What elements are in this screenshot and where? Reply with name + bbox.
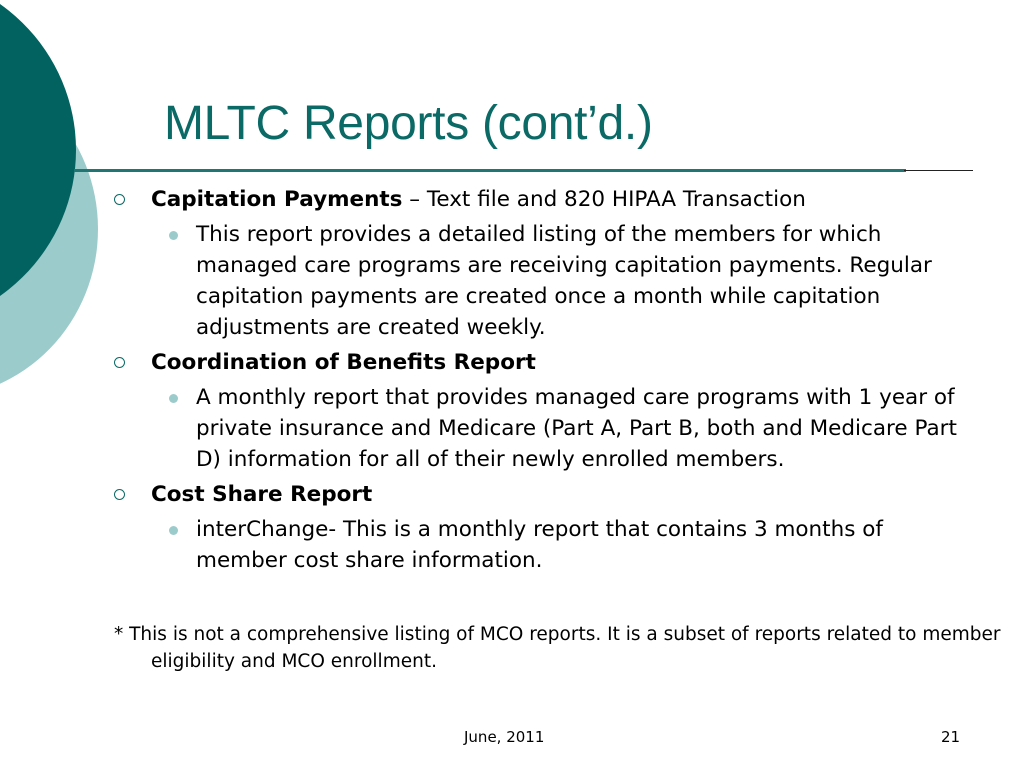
slide-title: MLTC Reports (cont’d.) <box>164 97 653 150</box>
sub-bullet <box>110 219 980 343</box>
filled-dot-bullet-icon <box>169 231 178 240</box>
sub-bullet <box>110 382 980 475</box>
filled-dot-bullet-icon <box>169 526 178 535</box>
sub-bullet-text: This report provides a detailed listing of the members for which managed care programs are receiving capitation payments. Regular capitation payments are created once a month while capitation adjustments are created weekly. <box>196 222 932 340</box>
hollow-circle-bullet-icon <box>114 194 125 205</box>
bullet-heading-rest: – Text file and 820 HIPAA Transaction <box>402 187 806 212</box>
hollow-circle-bullet-icon <box>114 357 125 368</box>
slide-number: 21 <box>941 728 961 746</box>
bullet-coordination-of-benefits <box>110 347 980 378</box>
hollow-circle-bullet-icon <box>114 489 125 500</box>
footer-date: June, 2011 <box>464 728 545 746</box>
title-divider-tail <box>904 170 973 171</box>
sub-bullet <box>110 514 980 576</box>
sub-bullet-text: interChange- This is a monthly report that contains 3 months of member cost share information. <box>196 517 883 573</box>
bullet-heading: Capitation Payments <box>151 187 403 212</box>
bullet-cost-share-report <box>110 479 980 510</box>
slide-body <box>110 184 980 580</box>
bullet-heading: Coordination of Benefits Report <box>151 350 536 375</box>
bullet-capitation-payments <box>110 184 980 215</box>
sub-bullet-text: A monthly report that provides managed care programs with 1 year of private insurance and Medicare (Part A, Part B, both and Medicare Part D) information for all of their newly enrolled members. <box>196 385 957 472</box>
footnote: * This is not a comprehensive listing of MCO reports. It is a subset of reports related to member eligibility and MCO enrollment. <box>114 624 1001 672</box>
bullet-heading: Cost Share Report <box>151 482 373 507</box>
filled-dot-bullet-icon <box>169 394 178 403</box>
title-divider <box>74 169 906 172</box>
